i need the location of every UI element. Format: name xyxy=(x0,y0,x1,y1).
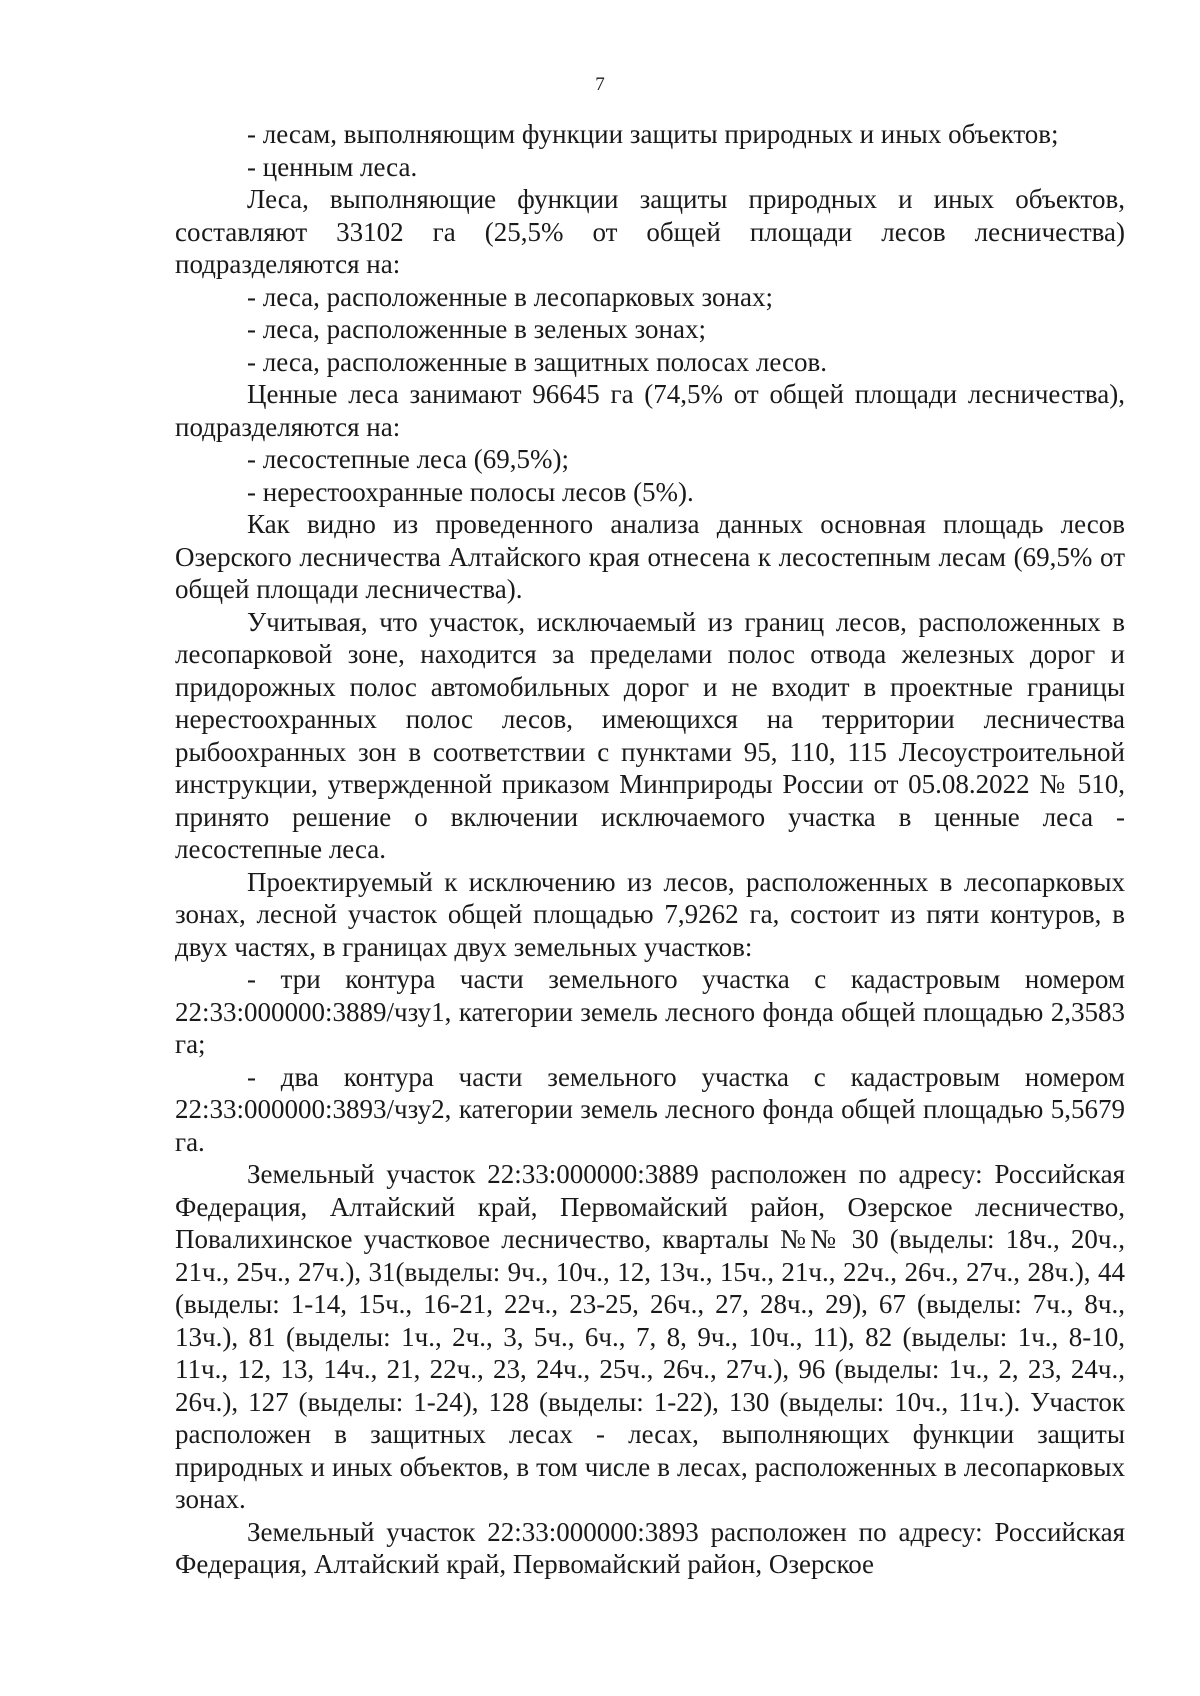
paragraph-12: Проектируемый к исключению из лесов, расположенных в лесопарковых зонах, лесной участок общей площадью 7,9262 га, состоит из пяти контуров, в двух частях, в границах двух земельных участков: xyxy=(175,866,1125,962)
paragraph-9: - нерестоохранные полосы лесов (5%). xyxy=(247,476,694,507)
document-body xyxy=(175,118,1125,1581)
paragraph-2: - ценным леса. xyxy=(247,151,418,182)
page-number: 7 xyxy=(595,74,605,95)
paragraph-6: - леса, расположенные в защитных полосах лесов. xyxy=(247,346,828,377)
paragraph-11: Учитывая, что участок, исключаемый из границ лесов, расположенных в лесопарковой зоне, находится за пределами полос отвода железных дорог и придорожных полос автомобильных дорог и не входит в проектные границы нерестоохранных полос лесов, имеющихся на территории лесничества рыбоохранных зон в соответствии с пунктами 95, 110, 115 Лесоустроительной инструкции, утвержденной приказом Минприроды России от 05.08.2022 № 510, принято решение о включении исключаемого участка в ценные леса - лесостепные леса. xyxy=(175,606,1125,864)
paragraph-14: - два контура части земельного участка с кадастровым номером 22:33:000000:3893/чзу2, категории земель лесного фонда общей площадью 5,5679 га. xyxy=(175,1061,1125,1157)
paragraph-4: - леса, расположенные в лесопарковых зонах; xyxy=(247,281,773,312)
paragraph-15: Земельный участок 22:33:000000:3889 расположен по адресу: Российская Федерация, Алтайский край, Первомайский район, Озерское лесничество, Повалихинское участковое лесничество, кварталы №№ 30 (выделы: 18ч., 20ч., 21ч., 25ч., 27ч.), 31(выделы: 9ч., 10ч., 12, 13ч., 15ч., 21ч., 22ч., 26ч., 27ч., 28ч.), 44 (выделы: 1-14, 15ч., 16-21, 22ч., 23-25, 26ч., 27, 28ч., 29), 67 (выделы: 7ч., 8ч., 13ч.), 81 (выделы: 1ч., 2ч., 3, 5ч., 6ч., 7, 8, 9ч., 10ч., 11), 82 (выделы: 1ч., 8-10, 11ч., 12, 13, 14ч., 21, 22ч., 23, 24ч., 25ч., 26ч., 27ч.), 96 (выделы: 1ч., 2, 23, 24ч., 26ч.), 127 (выделы: 1-24), 128 (выделы: 1-22), 130 (выделы: 10ч., 11ч.). Участок расположен в защитных лесах - лесах, выполняющих функции защиты природных и иных объектов, в том числе в лесах, расположенных в лесопарковых зонах. xyxy=(175,1159,1125,1514)
paragraph-5: - леса, расположенные в зеленых зонах; xyxy=(247,314,706,344)
paragraph-16: Земельный участок 22:33:000000:3893 расположен по адресу: Российская Федерация, Алтайский край, Первомайский район, Озерское xyxy=(175,1516,1125,1579)
paragraph-13: - три контура части земельного участка с кадастровым номером 22:33:000000:3889/чзу1, категории земель лесного фонда общей площадью 2,3583 га; xyxy=(175,964,1125,1059)
paragraph-3: Леса, выполняющие функции защиты природных и иных объектов, составляют 33102 га (25,5% от общей площади лесов лесничества) подразделяются на: xyxy=(175,184,1125,279)
paragraph-8: - лесостепные леса (69,5%); xyxy=(247,444,569,474)
paragraph-10: Как видно из проведенного анализа данных основная площадь лесов Озерского лесничества Алтайского края отнесена к лесостепным лесам (69,5% от общей площади лесничества). xyxy=(175,509,1125,604)
paragraph-7: Ценные леса занимают 96645 га (74,5% от общей площади лесничества), подразделяются на: xyxy=(175,379,1125,442)
paragraph-1: - лесам, выполняющим функции защиты природных и иных объектов; xyxy=(247,119,1059,149)
